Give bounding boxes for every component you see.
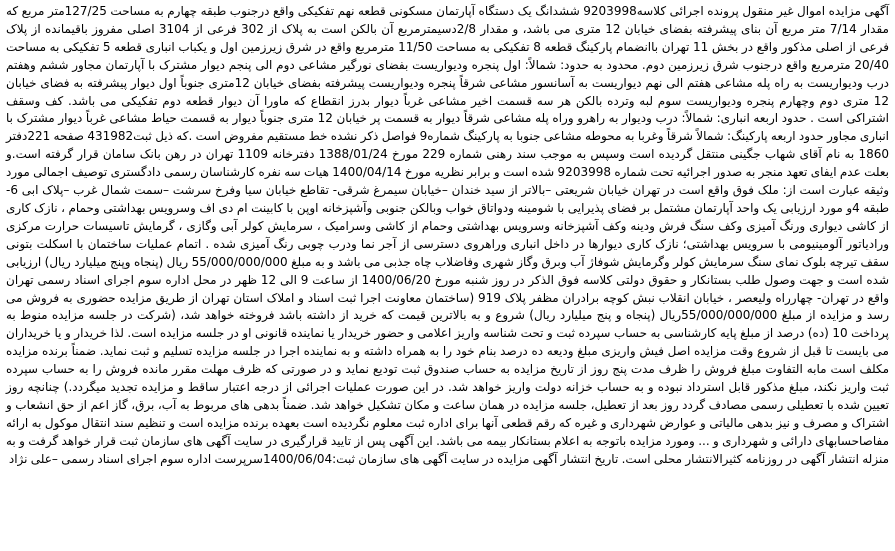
auction-notice-body: آگهی مزایده اموال غیر منقول پرونده اجرائی کلاسه9203998 ششدانگ یک دستگاه آپارتمان مسکونی قطعه نهم تفکیکی واقع درجنوب طبقه چهارم به مساحت 127/25متر مربع که مقدار 7/14 متر مربع آن بنای پیشرفته بفضای خیابان 12 متری می باشد، و مقدار 2/8دسیمترمربع آن بالکن است به پلاک از 302 فرعی از 3104 اصلی مفروز باقیمانده از پلاک فرعی از اصلی مذکور واقع در بخش 11 تهران باانضمام پارکینگ قطعه 8 تفکیکی به مساحت 11/50 مترمربع واقع در شرق زیرزمین اول و یکباب انباری قطعه 5 تفکیکی به مساحت 20/40 مترمربع واقع درجنوب شرق زیرزمین دوم. محدود به حدود: شمالاً: اول پنجره ودیواریست بفضای نورگیر مشاعی دوم الی پنجم دیوار مشترک با آپارتمان مجاور ششم وهفتم درب ودیواریست به راه پله مشاعی هفتم الی نهم دیواریست به آسانسور مشاعی شرقاً پنجره ودیواریست پیشرفته بفضای خیابان 12متری جنوباً اول دیوار پیشرفته به فضای خیابان 12 متری دوم وچهارم پنجره ودیواریست سوم لبه وترده بالکن هر سه قسمت اخیر مشاعی غرباً دیوار بدرز انقطاع که ماورا آن دیوار قطعه دوم تفکیکی می باشد. کف وسقف اشتراکی است . حدود اربعه انباری: شمالاً: درب ودیوار به راهرو وراه پله مشاعی شرقاً دیوار به قسمت پر خیابان 12 متری جنوباً دیوار به قسمت حیاط مشاعی غرباً دیوار مشترک با انباری مجاور حدود اربعه پارکینگ: شمالاً شرقاً وغربا به محوطه مشاعی جنوبا به پارکینگ شماره9 فواصل ذکر نشده خط مستقیم مفروض است .که ذیل ثبت431982 صفحه 221دفتر 1860 به نام آقای شهاب جگینی منتقل گردیده است وسپس به موجب سند رهنی شماره 229 مورخ 1388/01/24 دفترخانه 1109 تهران در رهن بانک سامان قرار گرفته است.و بعلت عدم ایفای تعهد منجر به صدور اجرائیه تحت شماره 9203998 شده است و برابر نظریه مورخ 1400/04/14 هیات سه نفره کارشناسان رسمی دادگستری توصیف اجمالی مورد وثیقه عبارت است از: ملک فوق واقع است در تهران خیابان شریعتی –بالاتر از سید خندان –خیابان سیمرغ شرقی- تقاطع خیابان سیا وفرخ سرشت –سمت شمال غرب –پلاک ابی 6-طبقه 4و مورد ارزیابی یک واحد آپارتمان مشتمل بر فضای پذیرایی با شومینه ودواتاق خواب وبالکن جنوبی وآشپزخانه اوپن با کابینت ام دی اف وسرویس بهداشتی وحمام ، نازک کاری از کاشی دیواری ورنگ آمیزی وکف سنگ فرش ودینه وکف آشپزخانه وسرویس بهداشتی وحمام از کاشی وسرامیک ، سرمایش کولر آبی وگازی ، گرمایش تاسیسات حرارت مرکزی ورادیاتور آلومینیومی با سرویس بهداشتی؛ نازک کاری دیوارها در داخل انباری وراهروی دسترسی از آجر نما ودرب چوبی رنگ آمیزی شده . اتمام عملیات ساختمان با اسکلت بتونی سقف تیرچه بلوک نمای سنگ سرمایش کولر وگرمایش شوفاژ آب وبرق وگاز شهری وفاضلاب چاه جذبی می باشد و به مبلغ 55/000/000/000 ریال (پنجاه وپنج میلیارد ریال) ارزیابی شده است و جهت وصول طلب بستانکار و حقوق دولتی کلاسه فوق الذکر در روز شنبه مورخ 1400/06/20 از ساعت 9 الی 12 ظهر در محل اداره سوم اجرای اسناد رسمی تهران واقع در تهران- چهارراه ولیعصر ، خیابان انقلاب نبش کوچه برادران مظفر پلاک 919 (ساختمان معاونت اجرا ثبت اسناد و املاک استان تهران از طریق مزایده حضوری به فروش می رسد و مزایده از مبلغ 55/000/000/000ریال (پنجاه و پنج میلیارد ریال) شروع و به بالاترین قیمت که خرید از داشته باشد فروخته خواهد شد، (شرکت در جلسه مزایده منوط به پرداخت 10 (ده) درصد از مبلغ پایه کارشناسی به حساب سپرده ثبت و تحت شناسه واریز اعلامی و حضور خریدار یا نماینده قانونی او در جلسه مزایده است. لذا خریدار و یا خریداران می بایست تا قبل از شروع وقت مزایده اصل فیش واریزی مبلغ ودیعه ده درصد بنام خود را به همراه داشته و به نماینده اجرا در جلسه مزایده تسلیم و ثبت نماید. ضمناً برنده مزایده مکلف است مابه التفاوت مبلغ فروش را ظرف مدت پنج روز از تاریخ مزایده به حساب صندوق ثبت تودیع نماید و در صورتی که ظرف مهلت مقرر مانده فروش را به حساب سپرده ثبت واریز نکند، مبلغ مذکور قابل استرداد نبوده و به حساب خزانه دولت واریز خواهد شد. در این صورت عملیات اجرائی از درجه اعتبار ساقط و مزایده تجدید میگردد.) چنانچه روز تعیین شده با تعطیلی رسمی مصادف گردد روز بعد از تعطیل، جلسه مزایده در همان ساعت و مکان تشکیل خواهد شد. ضمناً بدهی های مربوط به آب، برق، گاز اعم از حق انشعاب و اشتراک و مصرف و نیز بدهی مالیاتی و عوارض شهرداری و غیره که رقم قطعی آنها برای اداره ثبت معلوم نگردیده است بعهده برنده مزایده است و تنظیم سند انتقال موکول به ارائه مفاصاحسابهای دارائی و شهرداری و ... ومورد مزایده باتوجه به اعلام بستانکار بیمه می باشد. این آگهی پس از تایید قرارگیری در سایت آگهی های سازمان ثبت قرار خواهد گرفت و به منزله انتشار آگهی در روزنامه کثیرالانتشار محلی است. تاریخ انتشار آگهی مزایده در سایت آگهی های سازمان ثبت:1400/06/04سرپرست اداره سوم اجرای اسناد رسمی –علی نژاد [6,4,890,466]
auction-notice [4,3,891,549]
